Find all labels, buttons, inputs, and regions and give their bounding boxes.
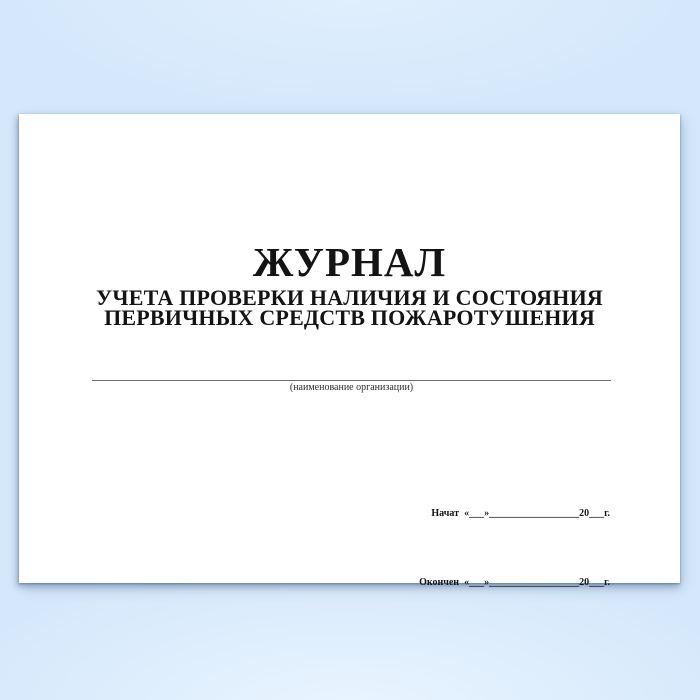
date-finished-label: Окончен <box>419 577 460 588</box>
organization-block <box>92 380 611 394</box>
date-started-row <box>419 502 610 525</box>
subtitle-line-2: ПЕРВИЧНЫХ СРЕДСТВ ПОЖАРОТУШЕНИЯ <box>104 305 595 330</box>
date-started-label: Начат <box>431 508 460 519</box>
organization-caption: (наименование организации) <box>289 382 414 393</box>
dates-block <box>419 456 610 640</box>
date-finished-value: «___»__________________20___г. <box>464 577 610 588</box>
date-finished-row <box>419 571 610 594</box>
page-title: ЖУРНАЛ <box>252 239 447 285</box>
subtitle-line-1: УЧЕТА ПРОВЕРКИ НАЛИЧИЯ И СОСТОЯНИЯ <box>96 285 603 310</box>
page-subtitle <box>19 285 680 330</box>
date-started-value: «___»__________________20___г. <box>464 508 610 519</box>
organization-fill-line <box>92 380 611 381</box>
title-block <box>19 239 680 330</box>
journal-cover-page <box>19 114 680 588</box>
